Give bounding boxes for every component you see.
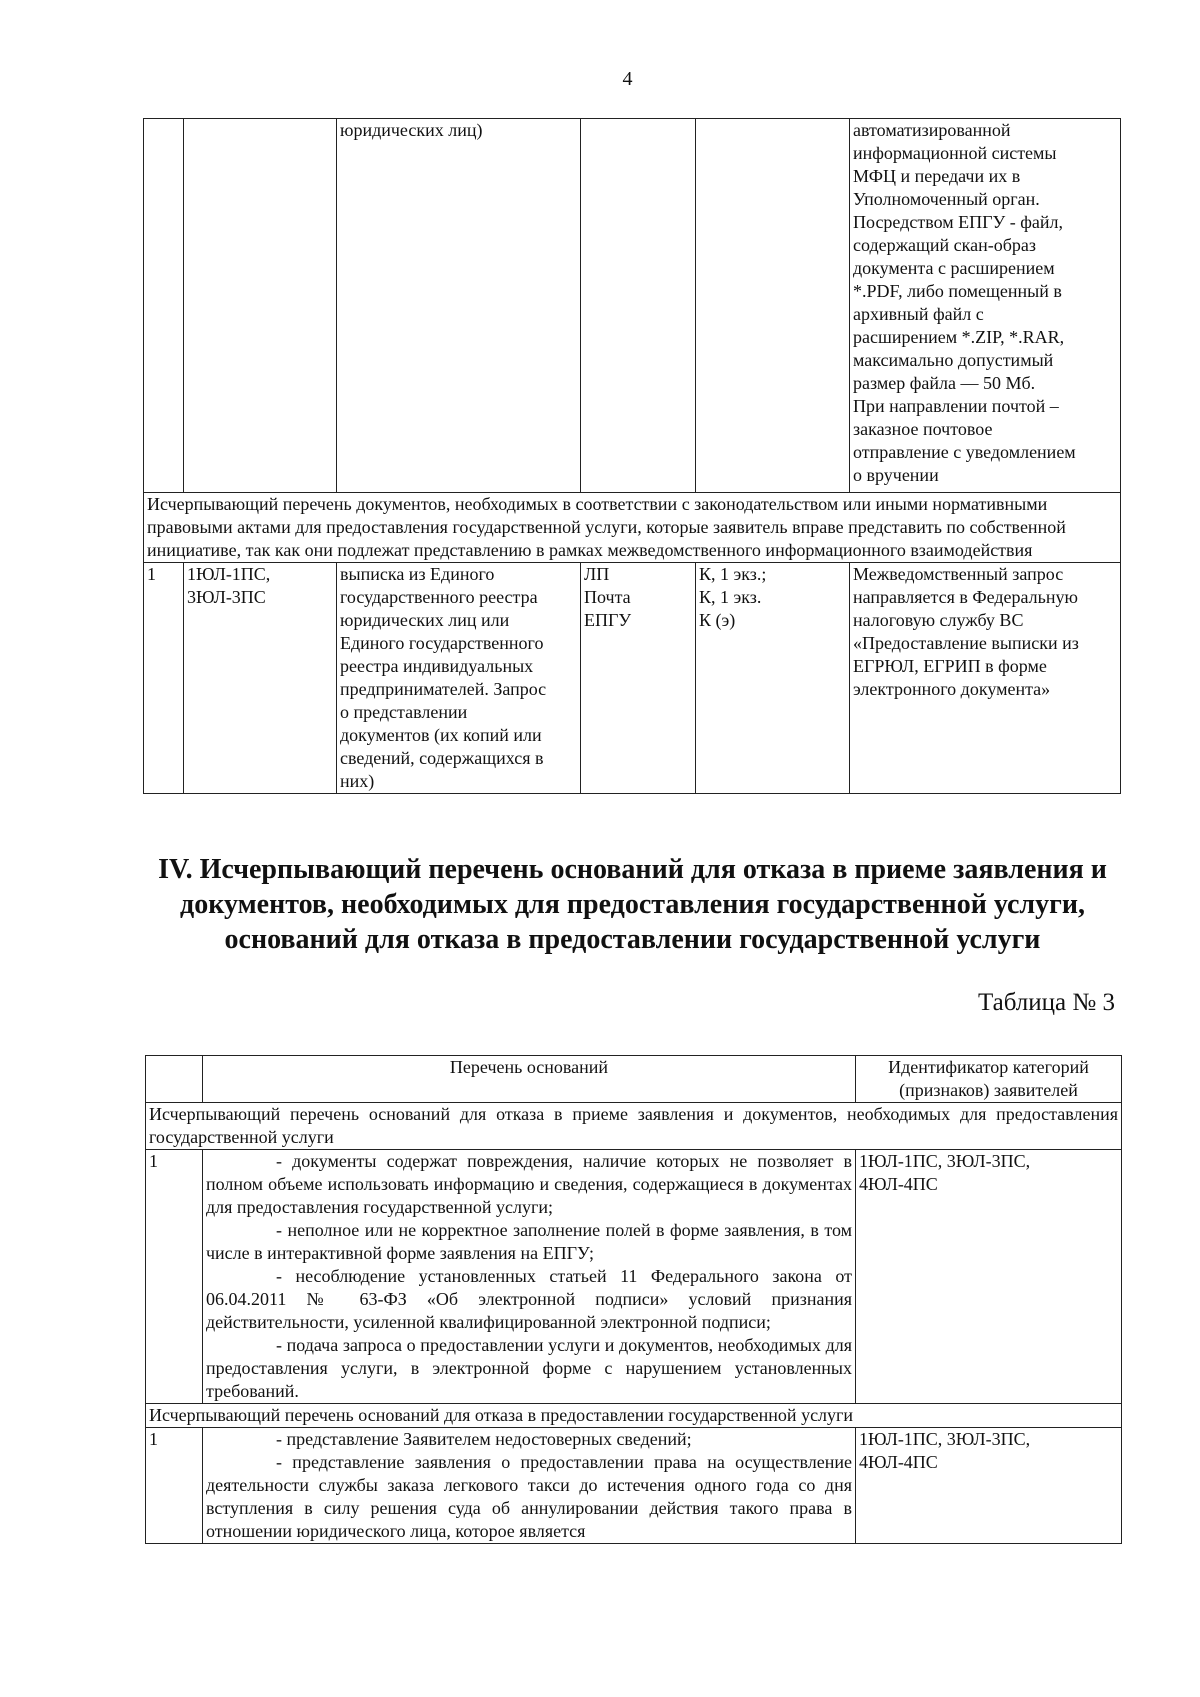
category-cell: 1ЮЛ-1ПС, 3ЮЛ-3ПС — [184, 563, 337, 794]
category-ids-cell: 1ЮЛ-1ПС, 3ЮЛ-3ПС, 4ЮЛ-4ПС — [856, 1428, 1122, 1544]
table-caption: Таблица № 3 — [977, 989, 1115, 1016]
ground-item: - несоблюдение установленных статьей 11 Федерального закона от 06.04.2011 № 63-ФЗ «Об электронной подписи» условий признания действительности, усиленной квалифицированной электронной подписи; — [206, 1266, 852, 1332]
table-3 — [145, 1055, 1122, 1544]
table-cell — [144, 119, 184, 493]
table-row — [146, 1428, 1122, 1544]
table-row — [144, 119, 1121, 493]
header-cell — [146, 1056, 203, 1103]
ground-item: - представление Заявителем недостоверных сведений; — [276, 1429, 692, 1449]
table-cell — [581, 119, 696, 493]
table-section-row — [144, 493, 1121, 563]
table-cell — [184, 119, 337, 493]
ground-item: - документы содержат повреждения, наличие которых не позволяет в полном объеме использовать информацию и сведения, содержащиеся в документах для предоставления государственной услуги; — [206, 1151, 852, 1217]
table-header-row — [146, 1056, 1122, 1103]
table-cell: автоматизированной информационной системы МФЦ и передачи их в Уполномоченный орган. Посредством ЕПГУ - файл, содержащий скан-образ документа с расширением *.PDF, либо помещенный в архивный файл с расширением *.ZIP, *.RAR, максимально допустимый размер файла — 50 Мб. При направлении почтой – заказное почтовое отправление с уведомлением о вручении — [850, 119, 1121, 493]
table-row — [144, 563, 1121, 794]
header-cell: Идентификатор категорий (признаков) заявителей — [856, 1056, 1122, 1103]
form-cell: К, 1 экз.; К, 1 экз. К (э) — [696, 563, 850, 794]
note-cell: Межведомственный запрос направляется в Федеральную налоговую службу ВС «Предоставление выписки из ЕГРЮЛ, ЕГРИП в форме электронного документа» — [850, 563, 1121, 794]
section-heading: IV. Исчерпывающий перечень оснований для отказа в приеме заявления и документов, необходимых для предоставления государственной услуги, оснований для отказа в предоставлении государственной услуги — [158, 854, 1107, 955]
ground-item: - неполное или не корректное заполнение полей в форме заявления, в том числе в интерактивной форме заявления на ЕПГУ; — [206, 1220, 852, 1263]
section-title: Исчерпывающий перечень документов, необходимых в соответствии с законодательством или иными нормативными правовыми актами для предоставления государственной услуги, которые заявитель вправе представить по собственной инициативе, так как они подлежат представлению в рамках межведомственного информационного взаимодействия — [144, 493, 1121, 563]
grounds-cell — [203, 1428, 856, 1544]
table-cell: юридических лиц) — [337, 119, 581, 493]
row-number: 1 — [146, 1150, 203, 1404]
ground-item: - представление заявления о предоставлении права на осуществление деятельности службы заказа легкового такси до истечения одного года со дня вступления в силу решения суда об аннулировании действия такого права в отношении юридического лица, которое является — [206, 1452, 852, 1541]
ground-item: - подача запроса о предоставлении услуги и документов, необходимых для предоставления услуги, в электронной форме с нарушением установленных требований. — [206, 1335, 852, 1401]
row-number: 1 — [144, 563, 184, 794]
documents-table — [143, 118, 1121, 794]
section-title: Исчерпывающий перечень оснований для отказа в приеме заявления и документов, необходимых для предоставления государственной услуги — [146, 1103, 1122, 1150]
table-section-row — [146, 1103, 1122, 1150]
table-row — [146, 1150, 1122, 1404]
table-cell — [696, 119, 850, 493]
method-cell: ЛП Почта ЕПГУ — [581, 563, 696, 794]
header-cell: Перечень оснований — [203, 1056, 856, 1103]
grounds-cell — [203, 1150, 856, 1404]
category-ids-cell: 1ЮЛ-1ПС, 3ЮЛ-3ПС, 4ЮЛ-4ПС — [856, 1150, 1122, 1404]
row-number: 1 — [146, 1428, 203, 1544]
section-title: Исчерпывающий перечень оснований для отказа в предоставлении государственной услуги — [146, 1404, 1122, 1428]
table-section-row — [146, 1404, 1122, 1428]
document-cell: выписка из Единого государственного реестра юридических лиц или Единого государственного реестра индивидуальных предпринимателей. Запрос о представлении документов (их копий или сведений, содержащихся в них) — [337, 563, 581, 794]
page-number: 4 — [622, 68, 633, 90]
